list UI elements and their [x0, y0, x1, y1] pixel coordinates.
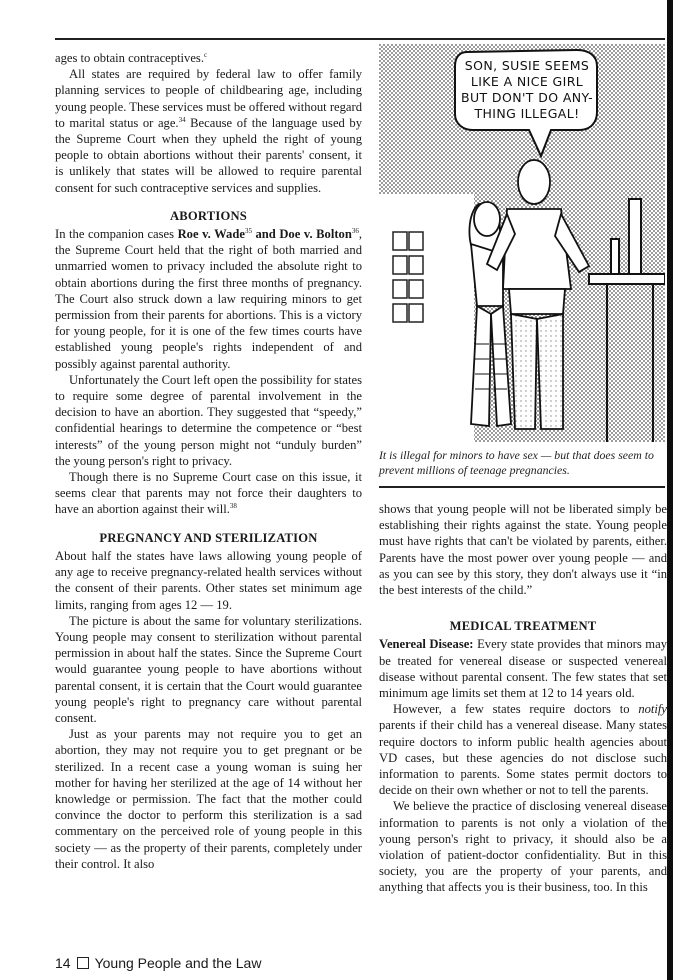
- right-column: [379, 501, 667, 896]
- speech-line: LIKE A NICE GIRL: [470, 74, 584, 89]
- page-footer: [55, 955, 261, 971]
- book-title: Young People and the Law: [94, 955, 262, 971]
- cartoon-illustration: [379, 44, 665, 442]
- cartoon-caption: It is illegal for minors to have sex — but that does seem to prevent millions of teenage pregnancies.: [379, 448, 654, 477]
- top-rule: [55, 38, 665, 40]
- heading-pregnancy: PREGNANCY AND STERILIZATION: [99, 530, 318, 545]
- paragraph: In the companion cases Roe v. Wade$^{35}$ and Doe v. Bolton$^{36}$, the Supreme Court held that the right of both married and unmarried women to privacy included the absolute right to obtain abortions during the first three months of pregnancy. The Court also struck down a law requiring minors to get permission from their parents for abortions. This is a victory for young people, for it is one of the few times courts have established young people's rights independent of and possibly against parental authority.: [55, 226, 362, 371]
- paragraph: Though there is no Supreme Court case on this issue, it seems clear that parents may not force their daughters to have an abortion against their will.$^{38}$: [55, 470, 362, 517]
- caption-rule: [379, 486, 665, 488]
- paragraph: Unfortunately the Court left open the possibility for states to require some degree of parental involvement in the decision to have an abortion. They suggested that “speedy,” confidential hearings to determine the competence or “best interests” of the young person might not “unduly burden” the young person's right to privacy.: [55, 372, 362, 468]
- speech-line: BUT DON'T DO ANY-: [461, 90, 593, 105]
- paragraph: We believe the practice of disclosing venereal disease information to parents is not only a violation of the young person's right to privacy, it should also be a violation of patient-doctor confidentiality. But in this society, you are the property of your parents, and anything that affects you is their business, too. In this: [379, 799, 667, 895]
- paragraph: ages to obtain contraceptives.$^c$: [55, 50, 208, 65]
- paragraph: All states are required by federal law to offer family planning services to people of childbearing age, including young people. These services must be offered without regard to marital status or age.$^{34}$ Because of the language used by the Supreme Court when they upheld the right of young people to obtain abortions without their parents' consent, it is unlikely that states will be allowed to require parental consent for such contraceptive services and supplies.: [55, 67, 363, 195]
- heading-medical-treatment: MEDICAL TREATMENT: [449, 619, 597, 634]
- paragraph: However, a few states require doctors to notify parents if their child has a venereal disease. Many states require doctors to inform public health agencies about VD cases, but these agencies do not disclose such information to parents. Some states permit doctors to decide on their own whether or not to tell the parents.: [379, 702, 667, 798]
- page-number: 14: [55, 955, 71, 971]
- paragraph: The picture is about the same for voluntary sterilizations. Young people may consent to sterilization without parental permission in about half the states. Since the Supreme Court would guarantee young people to have abortions without parental consent, it is certain that the Court would guarantee young people's right to pregnancy care without parental consent.: [55, 613, 362, 725]
- page-edge-bar: [667, 0, 673, 980]
- left-column: [55, 50, 362, 872]
- box-icon: [77, 957, 89, 969]
- speech-line: SON, SUSIE SEEMS: [464, 58, 590, 73]
- speech-line: THING ILLEGAL!: [474, 106, 580, 121]
- heading-abortions: ABORTIONS: [170, 208, 247, 223]
- paragraph: Just as your parents may not require you to get an abortion, they may not require you to get pregnant or be sterilized. In a recent case a young woman is suing her mother for having her sterilized at the age of 14 without her knowledge or permission. The fact that the mother could convince the doctor to perform this sterilization is a sad commentary on the perceived role of young people in this society — as the property of their parents, completely under their control. It also: [55, 727, 362, 871]
- paragraph: Venereal Disease: Every state provides that minors may be treated for venereal disease or suspected venereal disease without parental consent. The few states that set minimum age limits set them at 12 to 14 years old.: [379, 637, 667, 701]
- paragraph: About half the states have laws allowing young people of any age to receive pregnancy-related health services without the consent of their parents. Other states set minimum age limits, ranging from ages 12 — 19.: [55, 548, 362, 612]
- paragraph: shows that young people will not be liberated simply be establishing their rights against the state. Young people must have rights that can't be violated by parents, either. Parents have the most power over young people — and as you can see by this story, they don't always use it “in the best interests of the child.”: [379, 502, 667, 598]
